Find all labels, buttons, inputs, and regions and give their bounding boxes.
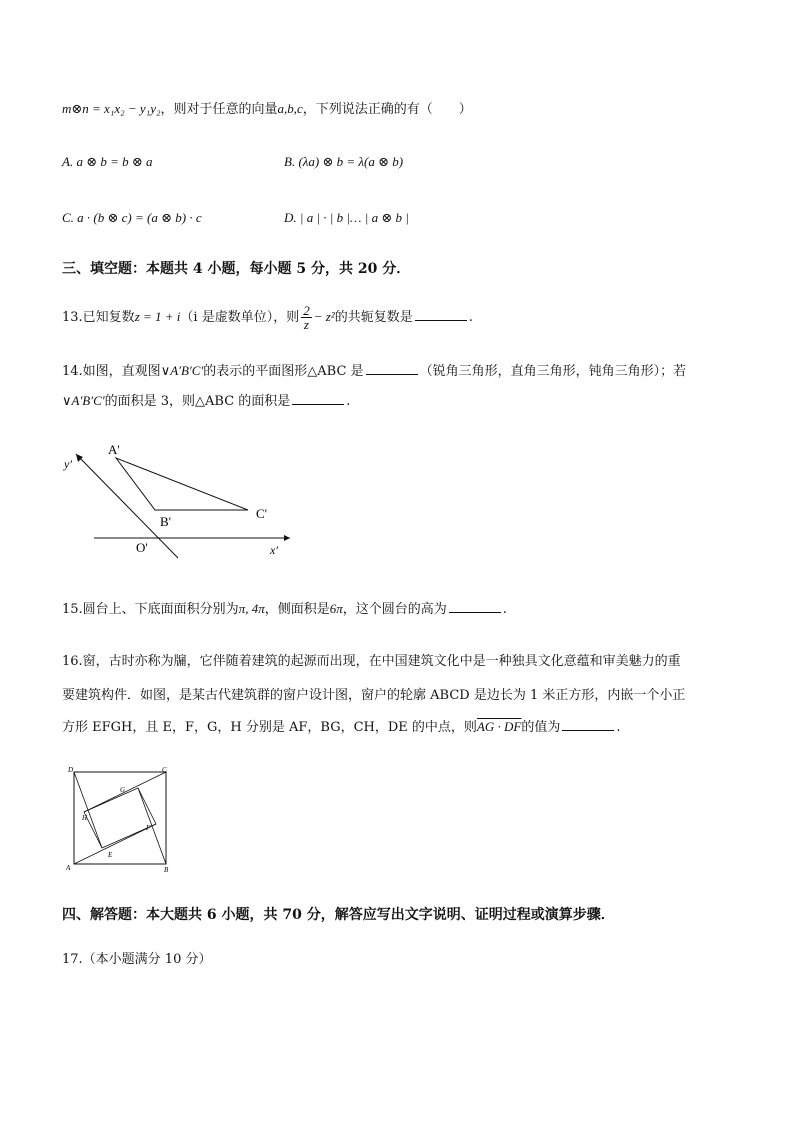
q13-minus-z2: − z²	[313, 309, 335, 324]
label-o-prime: O'	[136, 540, 148, 555]
q12-def-eq: = x₁x₂ − y₁y₂	[88, 101, 161, 116]
q12-def-lhs: m⊗n	[62, 101, 89, 116]
q15-answer-blank[interactable]	[449, 600, 501, 613]
q12-option-b: B. (λa) ⊗ b = λ(a ⊗ b)	[284, 154, 404, 169]
q13-tail: 的共轭复数是	[334, 310, 413, 325]
q15-text-a: 15.圆台上、下底面面积分别为	[62, 602, 239, 617]
q15-areas: π, 4π	[238, 601, 265, 616]
figure-16	[62, 764, 174, 874]
q15-text-c: ，这个圆台的高为	[342, 602, 447, 617]
q16-end: .	[616, 720, 621, 735]
q17: 17.（本小题满分 10 分）	[62, 952, 212, 967]
label-b-prime: B'	[160, 514, 172, 529]
label-a: A	[66, 864, 71, 872]
label-h: H	[82, 814, 88, 822]
label-g: G	[120, 786, 126, 794]
q14-line2	[62, 390, 350, 409]
q15-text-b: ，侧面积是	[264, 602, 330, 617]
q13-fraction	[301, 304, 312, 331]
q16-line3-b: 的值为	[521, 720, 561, 735]
section3-title: 三、填空题：本题共 4 小题，每小题 5 分，共 20 分．	[62, 261, 411, 277]
q14-tri-prime: ∨A′B′C′	[160, 363, 204, 378]
q13-end: .	[468, 310, 473, 325]
q13-frac-num: 2	[303, 303, 310, 318]
q12-option-c: C. a · (b ⊗ c) = (a ⊗ b) · c	[62, 210, 202, 225]
q13-answer-blank[interactable]	[415, 308, 467, 321]
q14-line1-c: （锐角三角形，直角三角形，钝角三角形）；若	[419, 364, 687, 379]
q13-prefix: 13.已知复数	[62, 310, 135, 325]
triangle-prime	[116, 458, 248, 510]
q16-line2: 要建筑构件．如图，是某古代建筑群的窗户设计图，窗户的轮廓 ABCD 是边长为 1 米正方形，内嵌一个小正	[62, 688, 686, 703]
q12-stem	[62, 98, 472, 117]
q14-answer-blank-1[interactable]	[366, 362, 418, 375]
q16-line3	[62, 716, 621, 735]
y-axis-arrow	[76, 454, 83, 462]
q12-option-a: A. a ⊗ b = b ⊗ a	[62, 154, 153, 169]
q13-z-def: z = 1 + i	[134, 309, 181, 324]
q13	[62, 304, 473, 331]
label-f: F	[146, 824, 151, 832]
q14-line2-b: 的面积是 3，则△ABC 的面积是	[104, 394, 291, 409]
q15-end: .	[502, 602, 507, 617]
q14-line1-b: 的表示的平面图形△ABC 是	[203, 364, 364, 379]
inner-square	[84, 788, 156, 848]
x-axis-arrow	[284, 535, 290, 541]
q14-line1	[62, 360, 686, 379]
q13-paren: （i 是虚数单位），则	[180, 310, 300, 325]
label-x-axis: x′	[270, 543, 278, 557]
q16-answer-blank[interactable]	[562, 718, 614, 731]
q16-line1: 16.窗，古时亦称为牖，它伴随着建筑的起源而出现，在中国建筑文化中是一种独具文化意蕴和审美魅力的重	[62, 654, 681, 669]
q13-frac-den: z	[303, 317, 309, 332]
q12-tail: ，下列说法正确的有（ ）	[302, 102, 472, 117]
q14-line1-a: 14.如图，直观图	[62, 364, 161, 379]
q15-lateral: 6π	[329, 601, 343, 616]
q16-vec-expr: AG · DF	[476, 719, 522, 734]
q12-vectors: a,b,c	[277, 101, 303, 116]
q12-stem-text: ，则对于任意的向量	[160, 102, 278, 117]
figure-14	[58, 432, 298, 564]
q16-line3-a: 方形 EFGH，且 E，F，G，H 分别是 AF，BG，CH，DE 的中点，则	[62, 720, 477, 735]
label-e: E	[108, 851, 113, 859]
label-b: B	[164, 866, 169, 874]
label-y-axis: y′	[64, 457, 72, 471]
label-a-prime: A'	[108, 442, 120, 457]
label-d: D	[68, 766, 74, 774]
q14-tri-prime-2: ∨A′B′C′	[62, 393, 105, 408]
label-c: C	[162, 766, 167, 774]
y-axis	[76, 454, 178, 558]
q12-option-d: D. | a | · | b |… | a ⊗ b |	[284, 210, 409, 225]
line-ae	[74, 824, 156, 864]
section4-title: 四、解答题：本大题共 6 小题，共 70 分，解答应写出文字说明、证明过程或演算步骤．	[62, 907, 615, 923]
label-c-prime: C'	[256, 506, 268, 521]
q15	[62, 598, 507, 617]
q14-end: .	[346, 394, 351, 409]
q14-answer-blank-2[interactable]	[292, 392, 344, 405]
